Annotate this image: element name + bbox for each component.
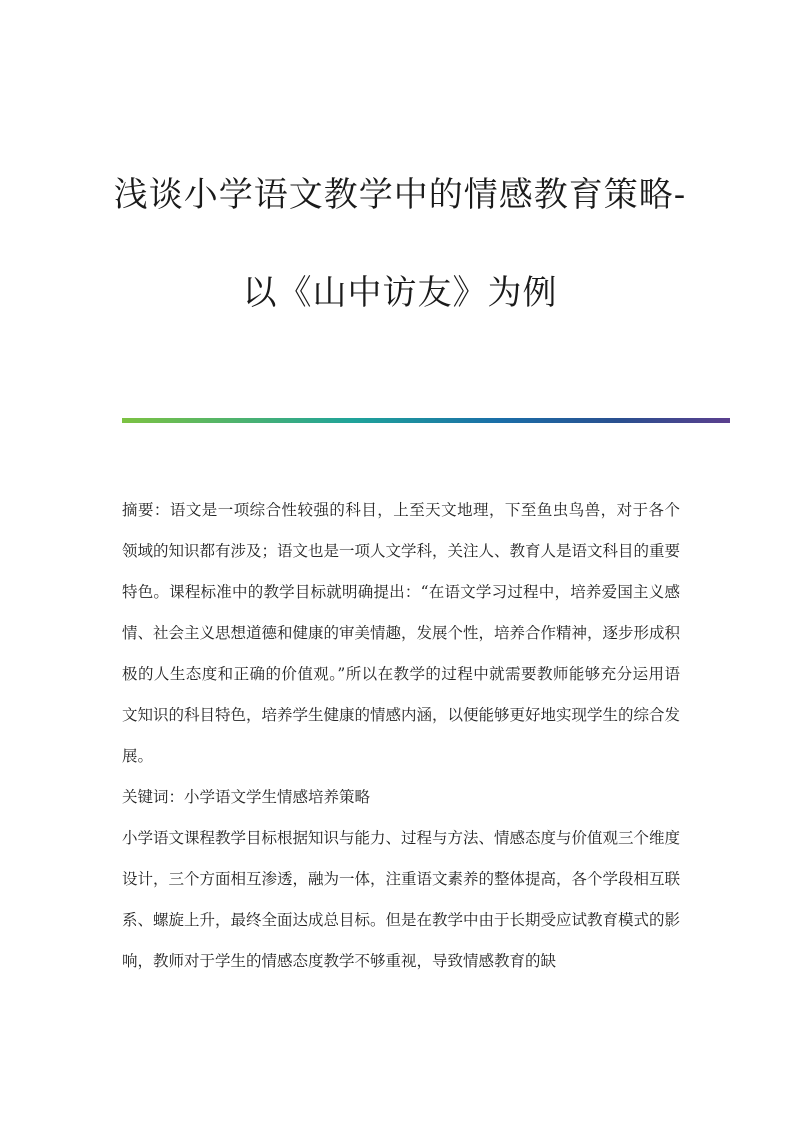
gradient-divider [122,418,730,423]
document-title [0,175,800,313]
keywords-label: 关键词： [122,788,185,806]
abstract-text: 语文是一项综合性较强的科目，上至天文地理，下至鱼虫鸟兽，对于各个领域的知识都有涉及；语文也是一项人文学科，关注人、教育人是语文科目的重要特色。课程标准中的教学目标就明确提出：“在语文学习过程中，培养爱国主义感情、社会主义思想道德和健康的审美情趣，发展个性，培养合作精神，逐步形成积极的人生态度和正确的价值观。”所以在教学的过程中就需要教师能够充分运用语文知识的科目特色，培养学生健康的情感内涵，以便能够更好地实现学生的综合发展。 [122,501,681,765]
document-body [122,490,680,982]
body-paragraph-1: 小学语文课程教学目标根据知识与能力、过程与方法、情感态度与价值观三个维度设计，三个方面相互渗透，融为一体，注重语文素养的整体提高，各个学段相互联系、螺旋上升，最终全面达成总目标。但是在教学中由于长期受应试教育模式的影响，教师对于学生的情感态度教学不够重视，导致情感教育的缺 [122,829,681,970]
title-line-1: 浅谈小学语文教学中的情感教育策略- [113,175,687,215]
abstract-paragraph [122,490,680,777]
title-line-2: 以《山中访友》为例 [242,273,558,313]
keywords-paragraph [122,777,680,818]
abstract-label: 摘要： [122,501,170,519]
keywords-text: 小学语文学生情感培养策略 [184,788,371,806]
